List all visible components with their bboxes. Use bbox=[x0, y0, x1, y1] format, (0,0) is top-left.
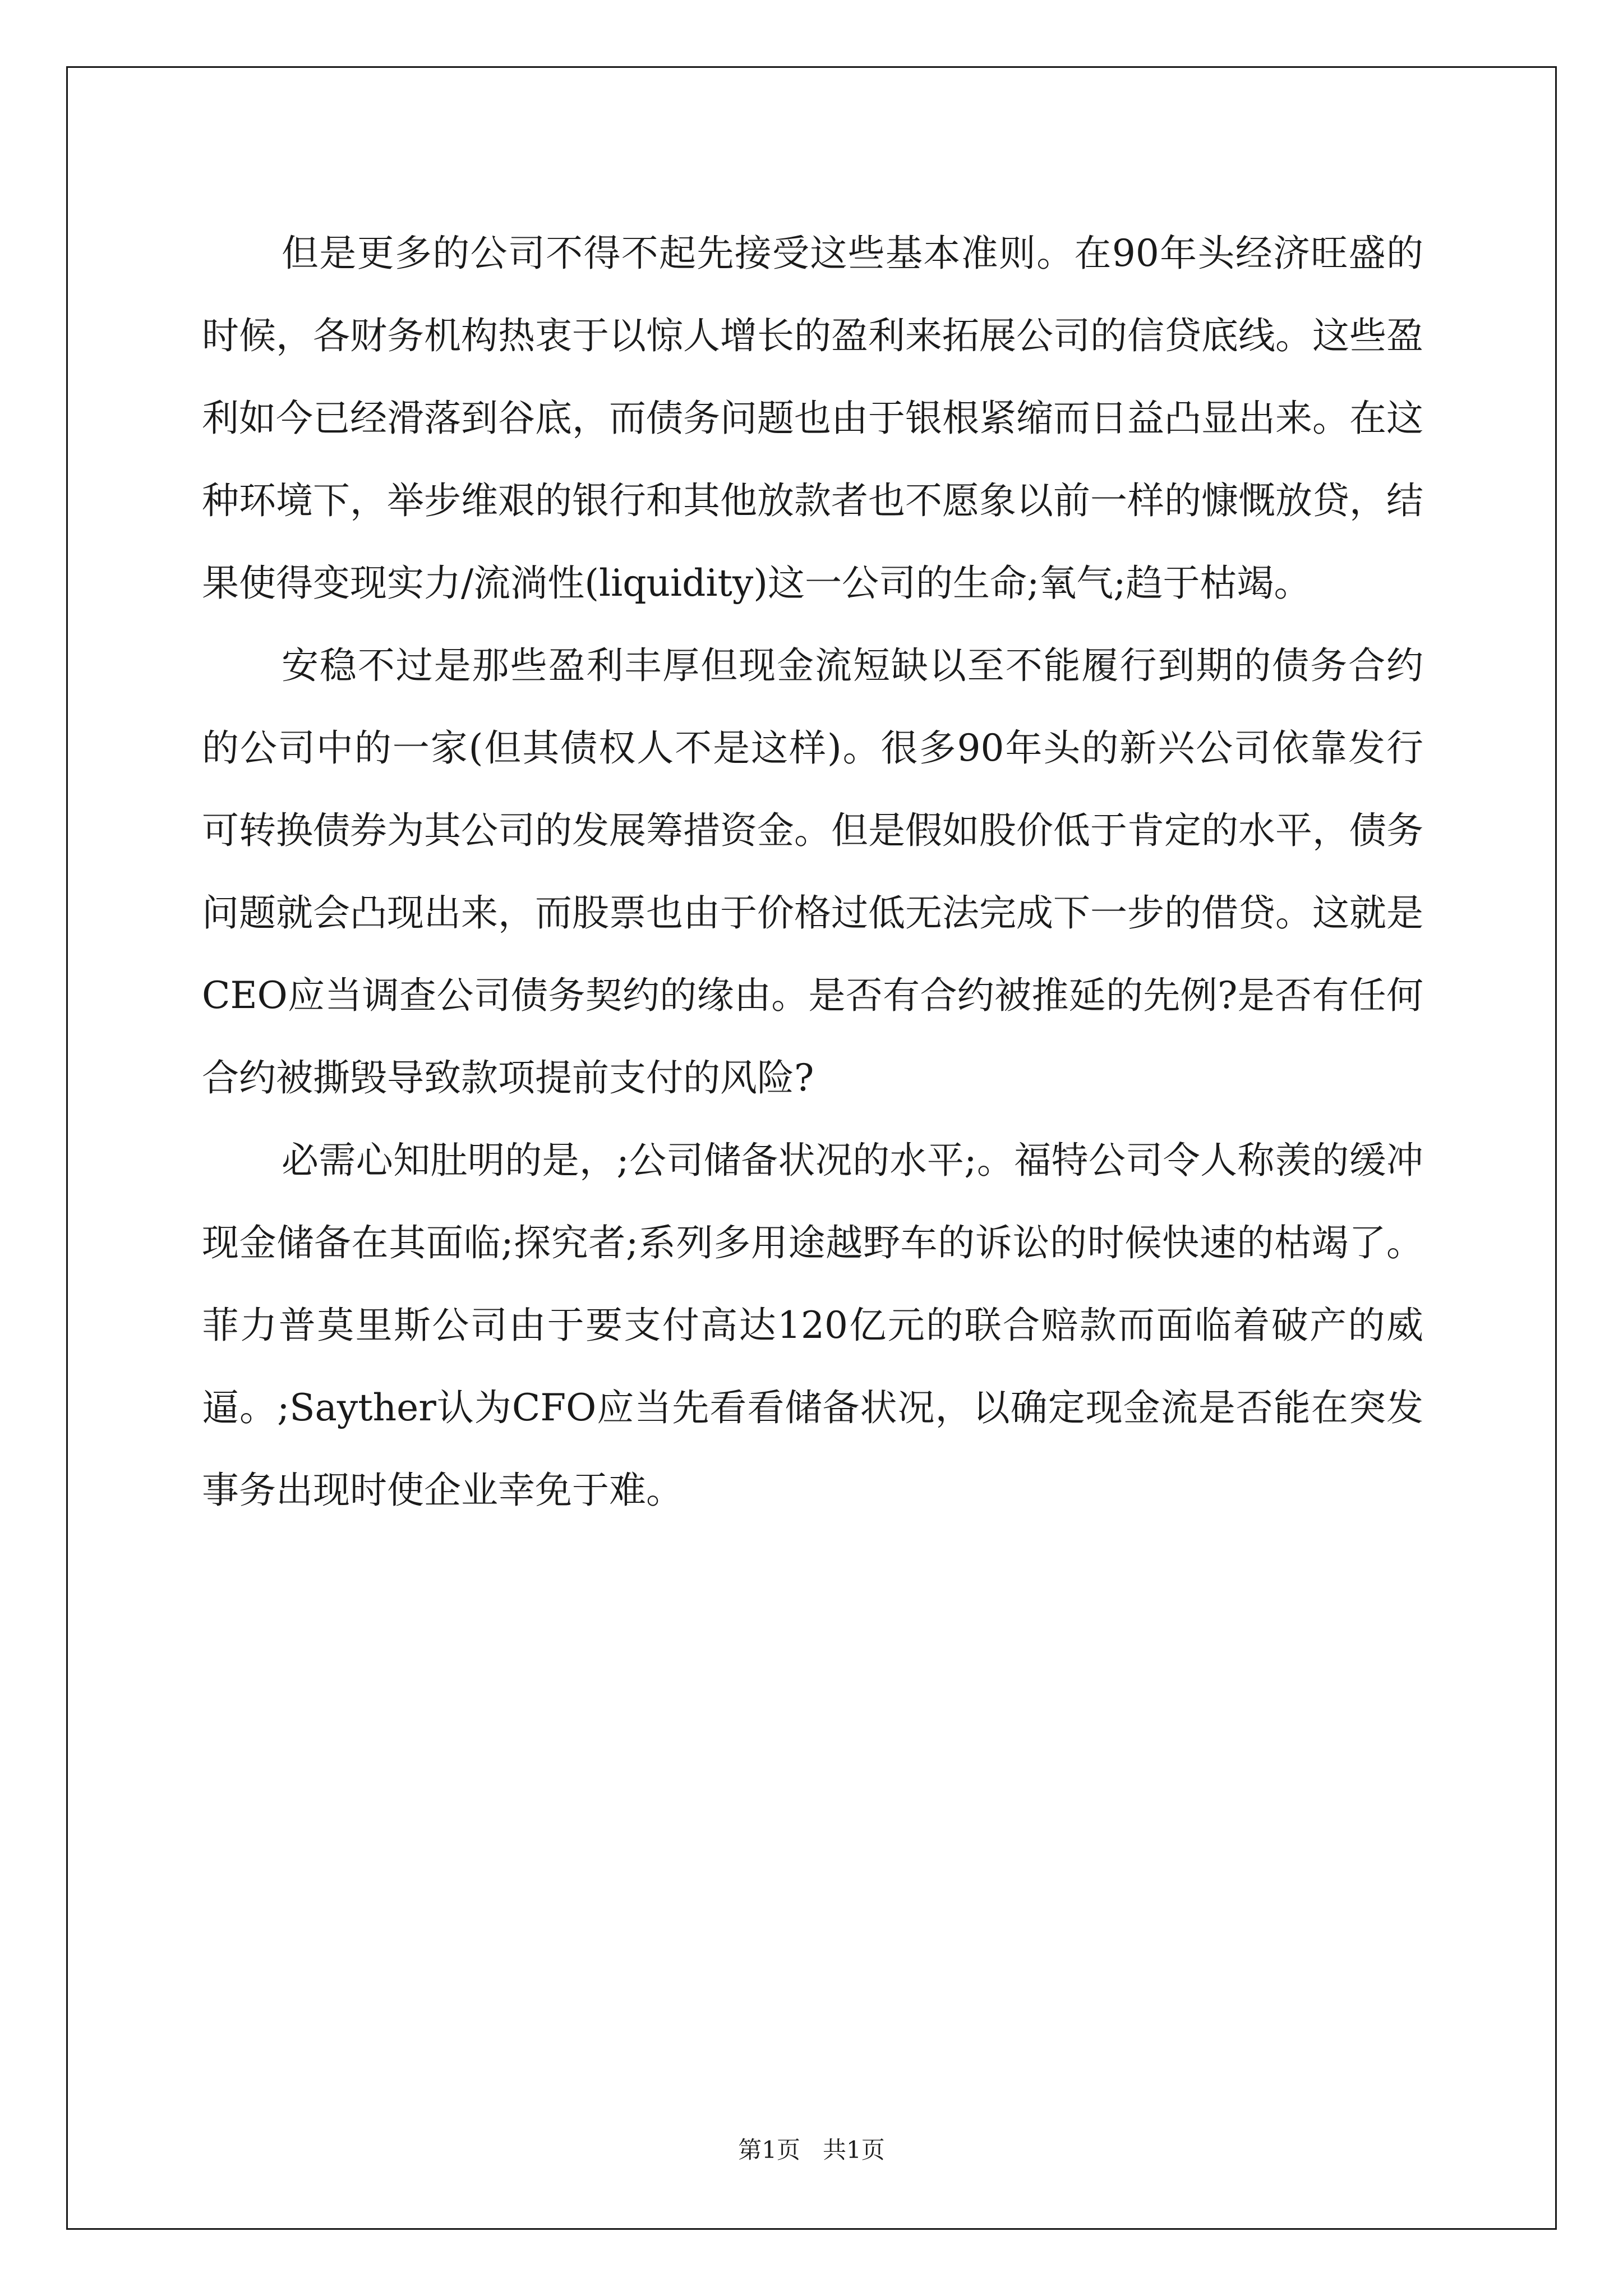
paragraph-1: 但是更多的公司不得不起先接受这些基本准则。在90年头经济旺盛的时候，各财务机构热衷于以惊人增长的盈利来拓展公司的信贷底线。这些盈利如今已经滑落到谷底，而债务问题也由于银根紧缩而日益凸显出来。在这种环境下，举步维艰的银行和其他放款者也不愿象以前一样的慷慨放贷，结果使得变现实力/流淌性(liquidity)这一公司的生命;氧气;趋于枯竭。 bbox=[202, 232, 1423, 605]
document-body bbox=[202, 212, 1423, 1531]
paragraph-3: 必需心知肚明的是，;公司储备状况的水平;。福特公司令人称羡的缓冲现金储备在其面临;探究者;系列多用途越野车的诉讼的时候快速的枯竭了。菲力普莫里斯公司由于要支付高达120亿元的联合赔款而面临着破产的威逼。;Sayther认为CFO应当先看看储备状况，以确定现金流是否能在突发事务出现时使企业幸免于难。 bbox=[202, 1139, 1423, 1512]
page-number: 第1页 共1页 bbox=[738, 2136, 885, 2164]
paragraph-2: 安稳不过是那些盈利丰厚但现金流短缺以至不能履行到期的债务合约的公司中的一家(但其债权人不是这样)。很多90年头的新兴公司依靠发行可转换债券为其公司的发展筹措资金。但是假如股价低于肯定的水平，债务问题就会凸现出来，而股票也由于价格过低无法完成下一步的借贷。这就是CEO应当调查公司债务契约的缘由。是否有合约被推延的先例?是否有任何合约被撕毁导致款项提前支付的风险? bbox=[202, 644, 1423, 1099]
